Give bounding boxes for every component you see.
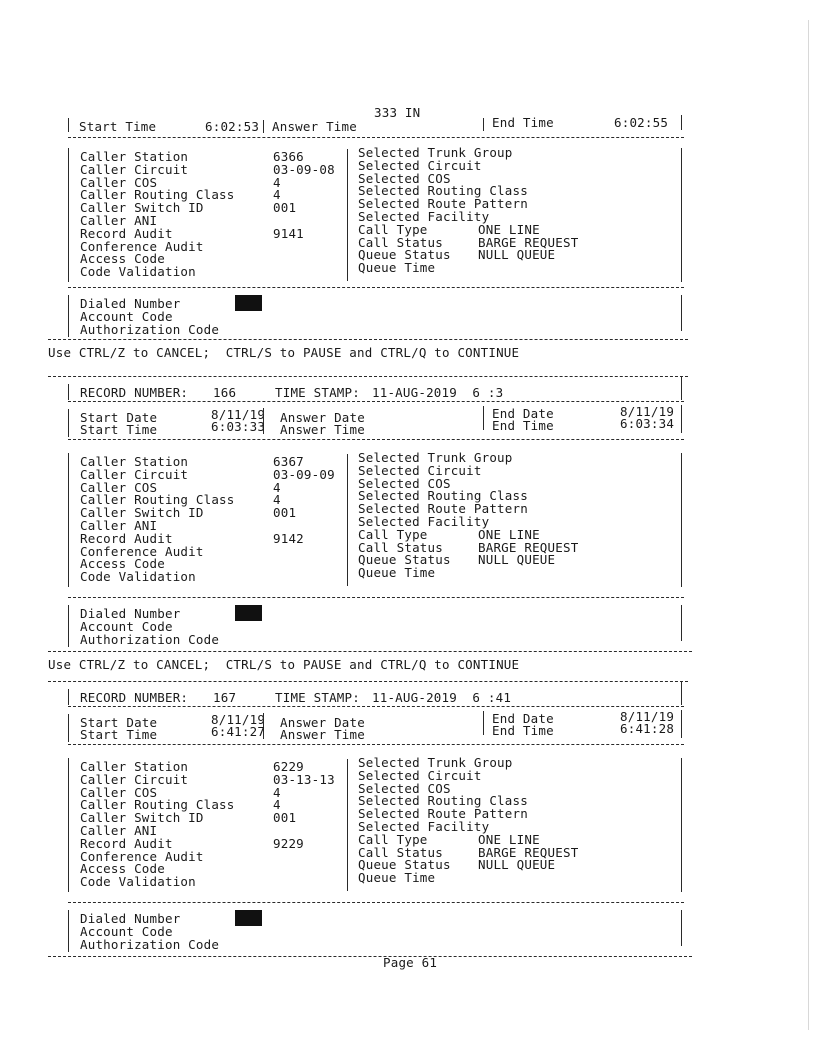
- field-value: 4: [273, 479, 281, 495]
- queue-status-value: NULL QUEUE: [478, 857, 556, 873]
- dashed-rule: [48, 376, 688, 377]
- field-value: 6229: [273, 759, 304, 774]
- field-label: Conference Audit: [80, 543, 204, 559]
- field-label: Caller ANI: [80, 823, 158, 838]
- keyboard-prompt: Use CTRL/Z to CANCEL; CTRL/S to PAUSE and CTRL/Q to CONTINUE: [48, 345, 520, 360]
- start-date-value: 8/11/19: [211, 407, 266, 422]
- field-label: Caller Routing Class: [80, 492, 235, 508]
- field-value: 4: [273, 492, 281, 508]
- dashed-rule: [68, 287, 684, 288]
- end-time-value: 6:02:55: [614, 115, 669, 130]
- field-label: Selected Routing Class: [358, 183, 528, 199]
- field-value: 03-09-09: [273, 466, 335, 482]
- border: [681, 758, 682, 892]
- redaction-box: [235, 910, 262, 926]
- border: [681, 295, 682, 331]
- dashed-rule: [48, 956, 692, 957]
- field-label: Code Validation: [80, 264, 196, 280]
- field-label: Selected Routing Class: [358, 488, 528, 504]
- field-label: Caller ANI: [80, 213, 158, 228]
- field-label: Record Audit: [80, 225, 173, 241]
- start-time-label: Start Time: [79, 119, 157, 134]
- field-label: Dialed Number: [80, 606, 181, 621]
- field-value: 9229: [273, 835, 304, 851]
- answer-time-label: Answer Time: [272, 119, 357, 134]
- end-date-value: 8/11/19: [620, 404, 675, 419]
- field-label: Caller Switch ID: [80, 200, 204, 216]
- dashed-rule: [68, 401, 684, 402]
- field-label: Caller Switch ID: [80, 505, 204, 521]
- dashed-rule: [48, 681, 688, 682]
- field-label: Caller Switch ID: [80, 810, 204, 826]
- field-label: Selected Circuit: [358, 767, 482, 783]
- call-type-value: ONE LINE: [478, 221, 540, 237]
- border: [68, 384, 69, 400]
- redaction-box: [235, 295, 262, 311]
- call-status-value: BARGE REQUEST: [478, 844, 579, 860]
- field-label: Caller Circuit: [80, 771, 189, 787]
- field-label: Authorization Code: [80, 632, 220, 647]
- field-label: Queue Time: [358, 565, 436, 581]
- field-label: Conference Audit: [80, 238, 204, 254]
- field-value: 03-13-13: [273, 771, 335, 787]
- end-date-value: 8/11/19: [620, 709, 675, 724]
- start-time-label: Start Time: [80, 727, 158, 742]
- record-number-value: 167: [213, 690, 237, 705]
- field-value: 001: [273, 810, 297, 826]
- page-number: Page 61: [383, 955, 438, 970]
- call-status-value: BARGE REQUEST: [478, 234, 579, 250]
- border: [68, 409, 69, 437]
- dashed-rule: [68, 137, 684, 138]
- timestamp-value: 11-AUG-2019 6 :41: [372, 690, 512, 705]
- queue-status-value: NULL QUEUE: [478, 552, 556, 568]
- answer-time-label: Answer Time: [280, 422, 365, 437]
- field-value: 6367: [273, 454, 304, 469]
- border: [347, 759, 348, 891]
- border: [68, 148, 69, 282]
- border: [68, 453, 69, 587]
- record-number-value: 166: [213, 385, 237, 400]
- keyboard-prompt: Use CTRL/Z to CANCEL; CTRL/S to PAUSE and CTRL/Q to CONTINUE: [48, 657, 520, 672]
- field-label: Caller COS: [80, 174, 158, 190]
- field-label: Queue Status: [358, 552, 451, 568]
- field-label: Selected Trunk Group: [358, 450, 513, 465]
- field-label: Call Type: [358, 526, 428, 542]
- record-number-label: RECORD NUMBER:: [80, 385, 189, 400]
- end-time-value: 6:41:28: [620, 721, 675, 736]
- border: [681, 376, 682, 400]
- start-time-label: Start Time: [80, 422, 158, 437]
- field-value: 4: [273, 187, 281, 203]
- field-label: Caller Routing Class: [80, 187, 235, 203]
- page-edge: [808, 20, 809, 1030]
- field-label: Caller COS: [80, 479, 158, 495]
- field-label: Dialed Number: [80, 911, 181, 926]
- field-label: Selected Circuit: [358, 462, 482, 478]
- end-time-label: End Time: [492, 723, 554, 738]
- timestamp-value: 11-AUG-2019 6 :3: [372, 385, 504, 400]
- field-label: Selected Routing Class: [358, 793, 528, 809]
- field-label: Access Code: [80, 556, 165, 572]
- dashed-rule: [68, 597, 684, 598]
- call-label: 333 IN: [374, 105, 421, 120]
- field-label: Selected Route Pattern: [358, 806, 528, 822]
- start-date-value: 8/11/19: [211, 712, 266, 727]
- field-label: Call Status: [358, 844, 443, 860]
- border: [68, 910, 69, 952]
- border: [68, 689, 69, 705]
- timestamp-label: TIME STAMP:: [275, 690, 360, 705]
- border: [483, 406, 484, 430]
- border: [263, 120, 264, 133]
- border: [681, 710, 682, 738]
- field-value: 4: [273, 174, 281, 190]
- border: [681, 453, 682, 587]
- field-label: Selected Trunk Group: [358, 755, 513, 770]
- field-label: Queue Status: [358, 857, 451, 873]
- redaction-box: [235, 605, 262, 621]
- timestamp-label: TIME STAMP:: [275, 385, 360, 400]
- field-label: Selected COS: [358, 170, 451, 186]
- field-value: 4: [273, 797, 281, 813]
- start-time-value: 6:02:53: [205, 119, 260, 134]
- start-time-value: 6:03:33: [211, 419, 266, 434]
- field-label: Account Code: [80, 309, 173, 324]
- field-label: Code Validation: [80, 874, 196, 890]
- field-label: Account Code: [80, 924, 173, 939]
- field-label: Queue Time: [358, 870, 436, 886]
- field-label: Record Audit: [80, 835, 173, 851]
- border: [681, 910, 682, 946]
- field-label: Selected Route Pattern: [358, 501, 528, 517]
- field-label: Access Code: [80, 861, 165, 877]
- answer-time-label: Answer Time: [280, 727, 365, 742]
- record-number-label: RECORD NUMBER:: [80, 690, 189, 705]
- field-label: Caller ANI: [80, 518, 158, 533]
- field-value: 6366: [273, 149, 304, 164]
- field-label: Call Status: [358, 234, 443, 250]
- field-label: Selected COS: [358, 475, 451, 491]
- border: [347, 454, 348, 586]
- border: [68, 714, 69, 742]
- field-value: 03-09-08: [273, 161, 335, 177]
- dashed-rule: [48, 339, 688, 340]
- answer-date-label: Answer Date: [280, 410, 365, 425]
- border: [483, 118, 484, 131]
- field-value: 9142: [273, 530, 304, 546]
- field-label: Caller COS: [80, 784, 158, 800]
- field-label: Account Code: [80, 619, 173, 634]
- field-label: Selected Facility: [358, 209, 490, 224]
- end-time-label: End Time: [492, 418, 554, 433]
- field-value: 001: [273, 200, 297, 216]
- field-label: Queue Time: [358, 260, 436, 276]
- border: [483, 711, 484, 735]
- border: [681, 148, 682, 282]
- field-label: Caller Station: [80, 149, 189, 164]
- field-label: Call Type: [358, 221, 428, 237]
- field-label: Conference Audit: [80, 848, 204, 864]
- border: [347, 149, 348, 281]
- field-label: Selected Circuit: [358, 157, 482, 173]
- border: [681, 115, 682, 130]
- border: [68, 295, 69, 337]
- end-date-label: End Date: [492, 406, 554, 421]
- end-date-label: End Date: [492, 711, 554, 726]
- call-type-value: ONE LINE: [478, 831, 540, 847]
- border: [681, 605, 682, 641]
- end-time-value: 6:03:34: [620, 416, 675, 431]
- call-type-value: ONE LINE: [478, 526, 540, 542]
- field-label: Caller Station: [80, 454, 189, 469]
- field-label: Authorization Code: [80, 937, 220, 952]
- dashed-rule: [68, 439, 684, 440]
- field-value: 001: [273, 505, 297, 521]
- call-status-value: BARGE REQUEST: [478, 539, 579, 555]
- field-label: Caller Circuit: [80, 161, 189, 177]
- field-value: 4: [273, 784, 281, 800]
- start-date-label: Start Date: [80, 715, 158, 730]
- field-label: Caller Routing Class: [80, 797, 235, 813]
- border: [681, 405, 682, 433]
- queue-status-value: NULL QUEUE: [478, 247, 556, 263]
- start-date-label: Start Date: [80, 410, 158, 425]
- field-label: Caller Circuit: [80, 466, 189, 482]
- field-label: Access Code: [80, 251, 165, 267]
- field-label: Caller Station: [80, 759, 189, 774]
- field-label: Selected Trunk Group: [358, 145, 513, 160]
- field-label: Call Status: [358, 539, 443, 555]
- border: [68, 605, 69, 647]
- field-label: Record Audit: [80, 530, 173, 546]
- border: [681, 681, 682, 705]
- field-label: Code Validation: [80, 569, 196, 585]
- field-label: Queue Status: [358, 247, 451, 263]
- start-time-value: 6:41:27: [211, 724, 266, 739]
- field-value: 9141: [273, 225, 304, 241]
- dashed-rule: [48, 651, 692, 652]
- field-label: Dialed Number: [80, 296, 181, 311]
- field-label: Authorization Code: [80, 322, 220, 337]
- border: [68, 758, 69, 892]
- dashed-rule: [68, 744, 684, 745]
- field-label: Selected Facility: [358, 819, 490, 834]
- dashed-rule: [68, 902, 684, 903]
- answer-date-label: Answer Date: [280, 715, 365, 730]
- field-label: Selected Facility: [358, 514, 490, 529]
- field-label: Call Type: [358, 831, 428, 847]
- border: [68, 118, 69, 132]
- end-time-label: End Time: [492, 115, 554, 130]
- field-label: Selected COS: [358, 780, 451, 796]
- field-label: Selected Route Pattern: [358, 196, 528, 212]
- dashed-rule: [68, 706, 684, 707]
